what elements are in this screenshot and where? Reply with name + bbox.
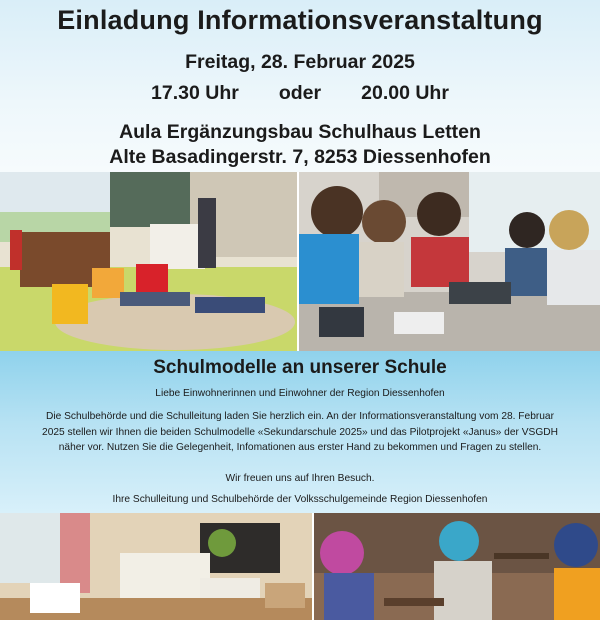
flyer-title: Einladung Informationsveranstaltung [57, 5, 543, 35]
invitation-body: Die Schulbehörde und die Schulleitung laden Sie herzlich ein. An der Informationsveranstaltung vom 28. Februar 2025 stellen wir Ihnen die beiden Schulmodelle «Sekundarschule 2025» und das Pilotprojekt «Janus» der VSGDH näher vor. Nutzen Sie die Gelegenheit, Infomationen aus erster Hand zu bekommen und Fragen zu stellen. [42, 411, 558, 453]
header-section [0, 0, 600, 172]
kindergarten-room-photo [0, 513, 312, 620]
thanks-text: Wir freuen uns auf Ihren Besuch. [225, 473, 375, 484]
robotics-kids-photo [299, 172, 600, 351]
event-address: Alte Basadingerstr. 7, 8253 Diessenhofen [109, 146, 491, 168]
event-times [0, 82, 600, 105]
classroom-photo [0, 172, 297, 351]
event-venue: Aula Ergänzungsbau Schulhaus Letten [119, 121, 481, 143]
forest-children-photo [314, 513, 600, 620]
event-time-connector: oder [278, 82, 322, 104]
info-panel [0, 351, 600, 513]
event-time-first: 17.30 Uhr [151, 82, 239, 104]
event-time-second: 20.00 Uhr [361, 82, 449, 104]
section-title: Schulmodelle an unserer Schule [153, 357, 447, 378]
greeting-text: Liebe Einwohnerinnen und Einwohner der Region Diessenhofen [155, 388, 445, 399]
signature-text: Ihre Schulleitung und Schulbehörde der Volksschulgemeinde Region Diessenhofen [112, 494, 488, 505]
event-date: Freitag, 28. Februar 2025 [185, 51, 415, 73]
